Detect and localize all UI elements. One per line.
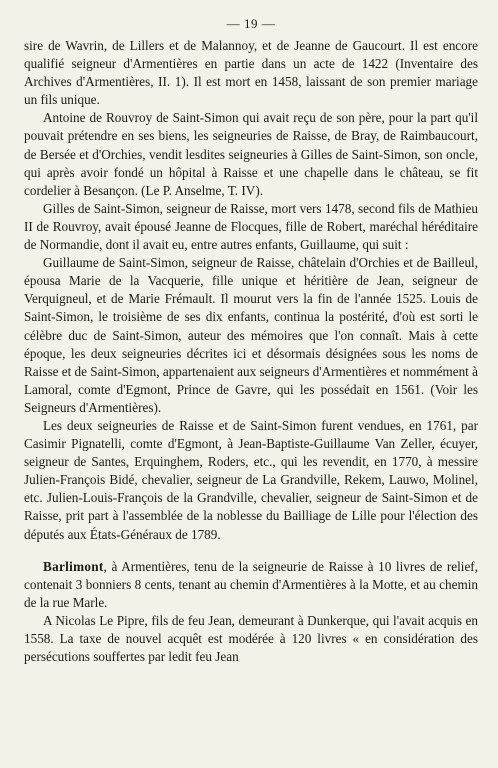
entry-paragraph — [24, 558, 478, 612]
paragraph-1: sire de Wavrin, de Lillers et de Malannoy, et de Jeanne de Gaucourt. Il est encore qualifié seigneur d'Armentières en partie dans un acte de 1422 (Inventaire des Archives d'Armentières, II. 1). Il est mort en 1458, laissant de son premier mariage un fils unique. — [24, 38, 478, 108]
paragraph-4: Guillaume de Saint-Simon, seigneur de Raisse, châtelain d'Orchies et de Bailleul, épousa Marie de la Vacquerie, fille unique et héritière de Jean, seigneur de Verquigneul, et de Marie Frémault. Il mourut vers la fin de l'année 1525. Louis de Saint-Simon, le troisième de ses dix enfants, continua la postérité, d'où est sorti le célèbre duc de Saint-Simon, auteur des mémoires que l'on connaît. Mais à cette époque, les deux seigneuries décrites ici et désormais désignées sous les noms de Raisse et de Saint-Simon, appartenaient aux seigneurs d'Armentières et nommément à Lamoral, comte d'Egmont, Prince de Gavre, qui les possédait en 1561. (Voir les Seigneurs d'Armentières). — [24, 255, 478, 415]
entry-text: , à Armentières, tenu de la seigneurie de Raisse à 10 livres de relief, contenait 3 bonniers 8 cents, tenant au chemin d'Armentières à la Motte, et au chemin de la rue Marle. — [24, 558, 478, 610]
paragraph-5: Les deux seigneuries de Raisse et de Saint-Simon furent vendues, en 1761, par Casimir Pignatelli, comte d'Egmont, à Jean-Baptiste-Guillaume Van Zeller, écuyer, seigneur de Santes, Erquinghem, Roders, etc., qui les revendit, en 1770, à messire Julien-François Bidé, chevalier, seigneur de La Grandville, Rekem, Lauwo, Molinel, etc. Julien-Louis-François de la Grandville, chevalier, seigneur de Saint-Simon et de Raisse, prit part à l'assemblée de la noblesse du Bailliage de Lille pour l'élection des députés aux États-Généraux de 1789. — [24, 417, 478, 542]
entry-heading: Barlimont — [43, 558, 104, 574]
paragraph-3: Gilles de Saint-Simon, seigneur de Raisse, mort vers 1478, second fils de Mathieu II de Rouvroy, avait épousé Jeanne de Flocques, fille de Robert, maréchal héréditaire de Normandie, dont il avait eu, entre autres enfants, Guillaume, qui suit : — [24, 200, 478, 253]
paragraph-2: Antoine de Rouvroy de Saint-Simon qui avait reçu de son père, pour la part qu'il pouvait prétendre en ses biens, les seigneuries de Raisse, de Bray, de Raimbaucourt, de Bersée et d'Orchies, vendit lesdites seigneuries à Gilles de Saint-Simon, son oncle, qui après avoir fondé un hôpital à Raisse et une chapelle dans le château, se fit cordelier à Besançon. (Le P. Anselme, T. IV). — [24, 110, 478, 198]
section-gap — [24, 544, 478, 558]
page-number: — 19 — — [226, 16, 276, 31]
last-paragraph: A Nicolas Le Pipre, fils de feu Jean, demeurant à Dunkerque, qui l'avait acquis en 1558. La taxe de nouvel acquêt est modérée à 120 livres « en considération des persécutions souffertes par ledit feu Jean — [24, 612, 478, 665]
